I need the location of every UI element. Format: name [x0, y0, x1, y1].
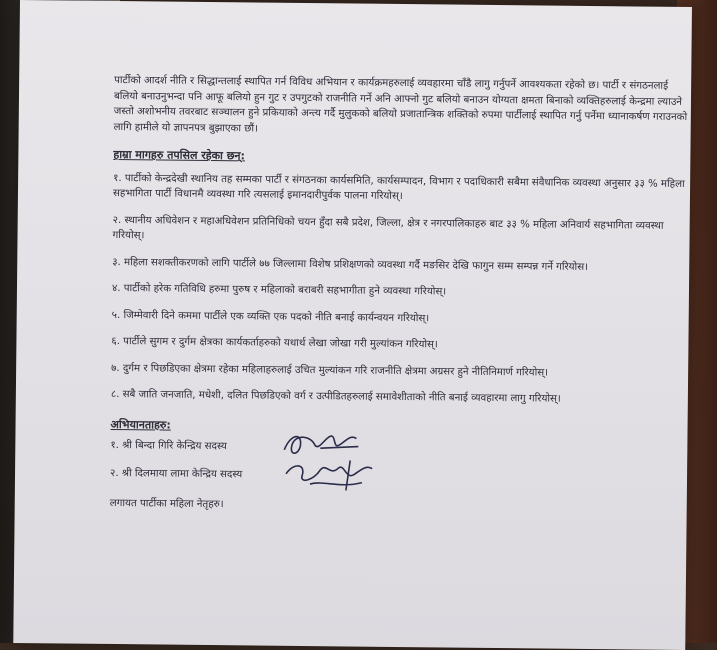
demand-item-2: २. स्थानीय अधिवेशन र महाअधिवेशन प्रतिनिधिको चयन हुँदा सबै प्रदेश, जिल्ला, क्षेत्र र नगरपालिकाहरु बाट ३३ % महिला अनिवार्य सहभागिता व्यवस्था गरियोस्।	[112, 214, 664, 242]
intro-paragraph: पार्टीको आदर्श नीति र सिद्धान्तलाई स्थापित गर्न विविध अभियान र कार्यक्रमहरुलाई व्यवहारमा चाँडै लागु गर्नुपर्ने आवश्यकता रहेको छ। पार्टी र संगठनलाई बलियो बनाउनुभन्दा पनि आफू बलियो हुन गुट र उपगुटको राजनीति गर्ने अनि आफ्नो गुट बलियो बनाउन योग्यता क्षमता बिनाको व्यक्तिहरुलाई केन्द्रमा ल्याउने जस्तो अशोभनीय तवरबाट सञ्चालन हुने प्रकियाको अन्त्य गर्दै मुलुकको बलियो प्रजातान्त्रिक शक्तिको रुपमा पार्टीलाई स्थापित गर्नु पर्नेमा ध्यानाकर्षण गराउनको लागि हामीले यो ज्ञापनपत्र बुझाएका छौं।	[113, 74, 688, 134]
signer-1-name: १. श्री बिन्दा गिरि केन्द्रिय सदस्य	[110, 439, 227, 453]
demand-item-1: १. पार्टीको केन्द्रदेखी स्थानिय तह सम्मका पार्टी र संगठनका कार्यसमिति, कार्यसम्पादन, विभाग र पदाधिकारी सबैमा संवैधानिक व्यवस्था अनुसार ३३ % महिला सहभागिता पार्टी विधानमै व्यवस्था गरि त्यसलाई इमानदारीपुर्वक पालना गरियोस्।	[112, 172, 685, 203]
paper-sheet	[13, 0, 692, 650]
signature-2	[280, 454, 380, 495]
signer-2-name: २. श्री दिलमाया लामा केन्द्रिय सदस्य	[109, 467, 243, 481]
signer-1	[110, 438, 690, 464]
demands-heading: हाम्रा मागहरु तपसिल रहेका छन्:	[113, 147, 246, 163]
demand-item-3: ३. महिला सशक्तीकरणको लागि पार्टीले ७७ जिल्लामा विशेष प्रशिक्षणको व्यवस्था गर्दै मङसिर देखि फागुन सम्म सम्पन्न गर्ने गरियोस।	[112, 256, 589, 273]
signer-2	[110, 466, 690, 492]
closing-line: लगायत पार्टीका महिला नेतृहरु।	[109, 497, 224, 511]
demand-item-7: ७. दुर्गम र पिछडिएका क्षेत्रमा रहेका महिलाहरुलाई उचित मुल्यांकन गरि राजनीति क्षेत्रमा अग्रसर हुने नीतिनिमार्ण गरियोस्।	[111, 362, 549, 379]
demand-item-4: ४. पार्टीको हरेक गतिविधि हरुमा पुरुष र महिलाको बराबरी सहभागीता हुने व्यवस्था गरियोस्।	[111, 282, 447, 298]
demand-item-8: ८. सबै जाति जनजाति, मधेशी, दलित पिछडिएको वर्ग र उत्पीडितहरुलाई समावेशीताको नीति बनाई व्यवहारमा लागु गरियोस्।	[110, 388, 561, 405]
letter-body	[110, 73, 695, 528]
demand-item-5: ५. जिम्मेवारी दिने कममा पार्टीले एक व्यक्ति एक पदको नीति बनाई कार्यन्वयन गरियोस्।	[111, 309, 430, 324]
demand-item-6: ६. पार्टीले सुगम र दुर्गम क्षेत्रका कार्यकर्ताहरुको यथार्थ लेखा जोखा गरी मुल्यांकन गरियोस्।	[111, 335, 438, 351]
signers-heading: अभियानताहरु:	[110, 417, 171, 432]
